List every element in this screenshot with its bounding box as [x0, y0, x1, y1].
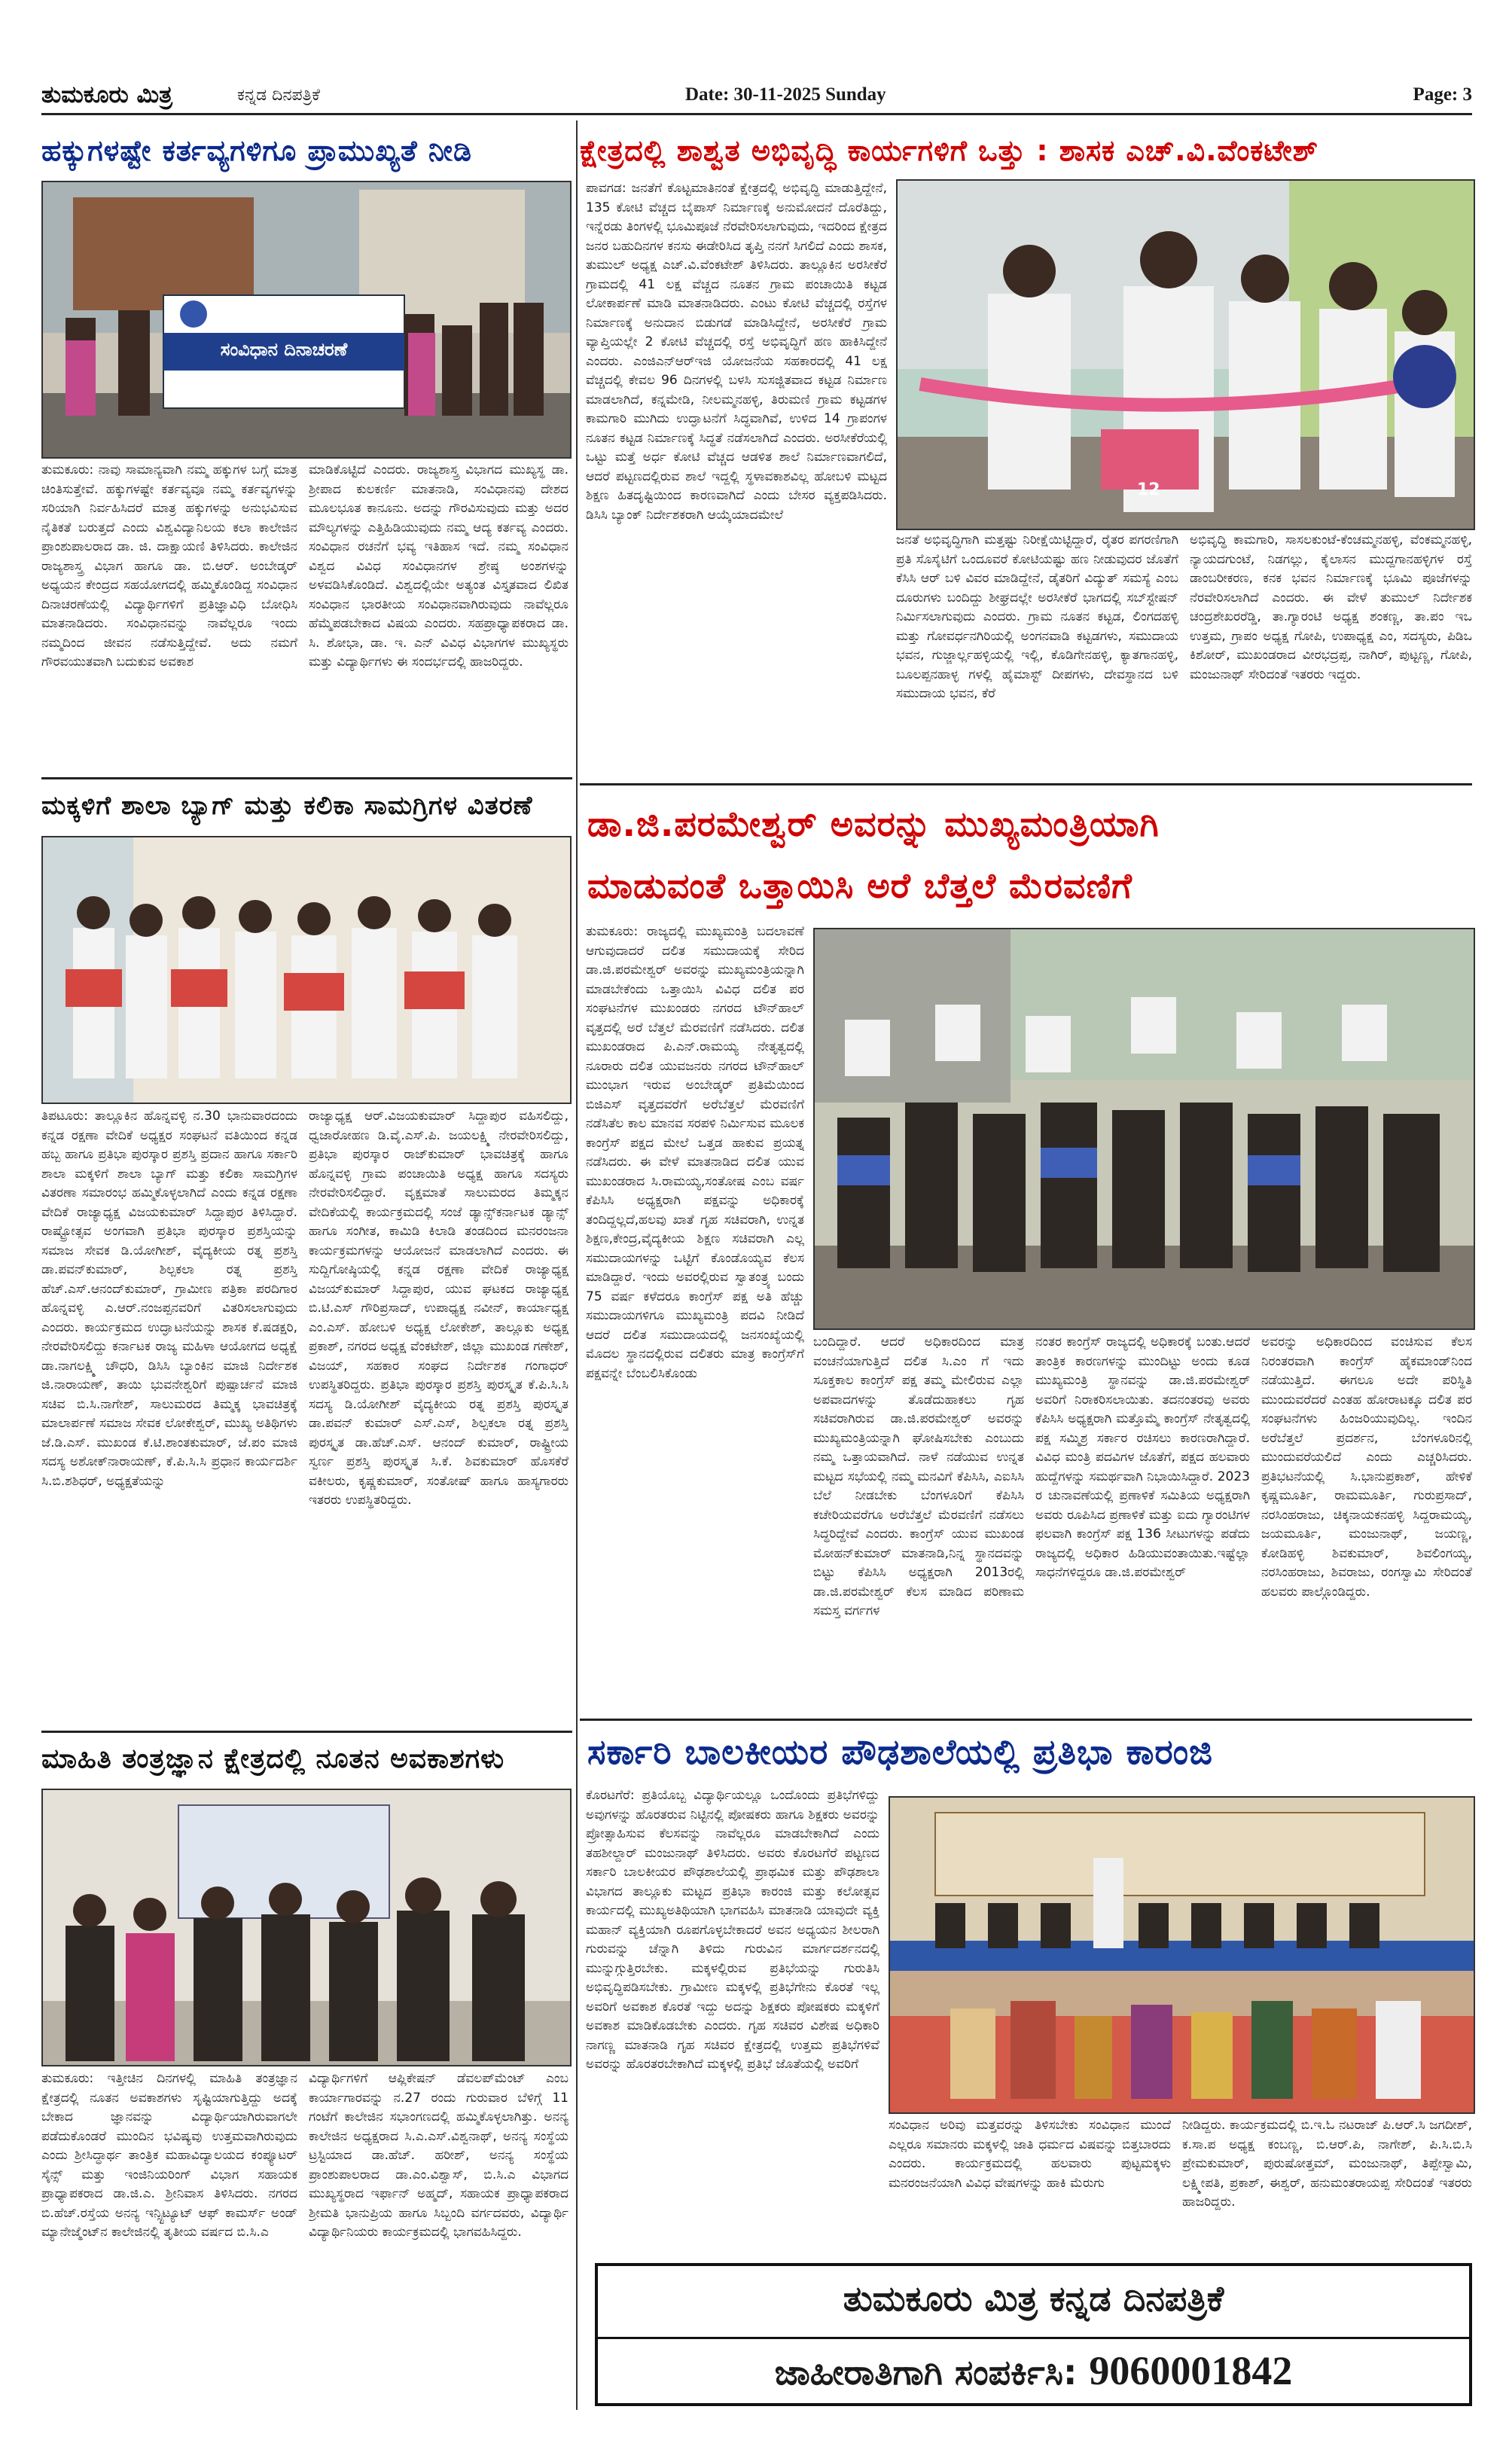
advert-title: ತುಮಕೂರು ಮಿತ್ರ ಕನ್ನಡ ದಿನಪತ್ರಿಕೆ [843, 2278, 1224, 2319]
constitution-day-banner: ಸಂವಿಧಾನ ದಿನಾಚರಣೆ [220, 339, 348, 360]
rights-col1: ತುಮಕೂರು: ನಾವು ಸಾಮಾನ್ಯವಾಗಿ ನಮ್ಮ ಹಕ್ಕುಗಳ ಬಗ್ಗೆ ಮಾತ್ರ ಚಿಂತಿಸುತ್ತೇವೆ. ಹಕ್ಕುಗಳಷ್ಟೇ ಕರ್ತವ್ಯವೂ ನಮ್ಮ ಕರ್ತವ್ಯಗಳನ್ನು ಸರಿಯಾಗಿ ನಿರ್ವಹಿಸಿದರೆ ಮಾತ್ರ ಹಕ್ಕುಗಳನ್ನು ಅನುಭವಿಸುವ ನೈತಿಕತೆ ಬರುತ್ತದೆ ಎಂದು ವಿಶ್ವವಿದ್ಯಾನಿಲಯ ಕಲಾ ಕಾಲೇಜಿನ ಪ್ರಾಂಶುಪಾಲರಾದ ಡಾ. ಜಿ. ದಾಕ್ಷಾಯಣಿ ತಿಳಿಸಿದರು. ಕಾಲೇಜಿನ ರಾಜ್ಯಶಾಸ್ತ್ರ ವಿಭಾಗ ಹಾಗೂ ಡಾ. ಬಿ.ಆರ್. ಅಂಬೇಡ್ಕರ್ ಅಧ್ಯಯನ ಕೇಂದ್ರದ ಸಹಯೋಗದಲ್ಲಿ ಹಮ್ಮಿಕೊಂಡಿದ್ದ ಸಂವಿಧಾನ ದಿನಾಚರಣೆಯಲ್ಲಿ ವಿದ್ಯಾರ್ಥಿಗಳಿಗೆ ಪ್ರತಿಜ್ಞಾವಿಧಿ ಬೋಧಿಸಿ ಮಾತನಾಡಿದರು. ಸಂವಿಧಾನವನ್ನು ನಾವೆಲ್ಲರೂ ಇಂದು ನಮ್ಮದಿಂದ ಜೀವನ ನಡೆಸುತ್ತಿದ್ದೇವೆ. ಅದು ನಮಗೆ ಗೌರವಯುತವಾಗಿ ಬದುಕುವ ಅವಕಾಶ [41, 462, 297, 669]
masthead-rule [41, 113, 1472, 115]
school-bag-col2: ರಾಜ್ಯಾಧ್ಯಕ್ಷ ಆರ್.ವಿಜಯಕುಮಾರ್ ಸಿದ್ದಾಪುರ ವಹಿಸಲಿದ್ದು, ಧ್ವಜಾರೋಹಣ ಡಿ.ವೈ.ಎಸ್.ಪಿ. ಜಯಲಕ್ಷ್ಮಿ ನೇರವೇರಿಸಲಿದ್ದು, ಪ್ರತಿಭಾ ಪುರಸ್ಕಾರ ರಾಜ್‌ಕುಮಾರ್ ಭಾವಚಿತ್ರಕ್ಕೆ ಹಾಗೂ ಹೊನ್ನವಳ್ಳಿ ಗ್ರಾಮ ಪಂಚಾಯಿತಿ ಅಧ್ಯಕ್ಷ ಹಾಗೂ ಸದಸ್ಯರು ನೇರವೇರಿಸಲಿದ್ದಾರೆ. ವೃಕ್ಷಮಾತೆ ಸಾಲುಮರದ ತಿಮ್ಮಕ್ಕನ ವೇದಿಕೆಯಲ್ಲಿ ಕಾರ್ಯಕ್ರಮದಲ್ಲಿ ಸಂಜೆ ಡ್ಯಾನ್ಸ್‌ಕರ್ನಾಟಕ ಡ್ಯಾನ್ಸ್ ಹಾಗೂ ಸಂಗೀತ, ಕಾಮಿಡಿ ಕಿಲಾಡಿ ತಂಡದಿಂದ ಮನರಂಜನಾ ಕಾರ್ಯಕ್ರಮಗಳನ್ನು ಆಯೋಜನೆ ಮಾಡಲಾಗಿದೆ ಎಂದರು. ಈ ಸುದ್ದಿಗೋಷ್ಠಿಯಲ್ಲಿ ಕನ್ನಡ ರಕ್ಷಣಾ ವೇದಿಕೆ ರಾಜ್ಯಾಧ್ಯಕ್ಷ ವಿಜಯ್‌ಕುಮಾರ್ ಸಿದ್ದಾಪುರ, ಯುವ ಘಟಕದ ರಾಜ್ಯಾಧ್ಯಕ್ಷ ಬಿ.ಟಿ.ಎಸ್ ಗೌರಿಪ್ರಸಾದ್, ಉಪಾಧ್ಯಕ್ಷ ನವೀನ್, ಕಾರ್ಯಾಧ್ಯಕ್ಷ ಎಂ.ಎಸ್. ಹೋಬಳಿ ಅಧ್ಯಕ್ಷ ಲೋಕೇಶ್, ತಾಲ್ಲೂಕು ಅಧ್ಯಕ್ಷ ಪ್ರಕಾಶ್, ನಗರದ ಅಧ್ಯಕ್ಷ ವೆಂಕಟೇಶ್, ಜಿಲ್ಲಾ ಮುಖಂಡ ಗಣೇಶ್, ವಿಜಯ್, ಸಹಕಾರ ಸಂಘದ ನಿರ್ದೇಶಕ ಗಂಗಾಧರ್ ಉಪಸ್ಥಿತರಿದ್ದರು. ಪ್ರತಿಭಾ ಪುರಸ್ಕಾರ ಪ್ರಶಸ್ತಿ ಪುರಸ್ಕೃತ ಕೆ.ಪಿ.ಸಿ.ಸಿ ಸದಸ್ಯ ಡಿ.ಯೋಗೀಶ್ ವೈದ್ಯಕೀಯ ರತ್ನ ಪ್ರಶಸ್ತಿ ಪುರಸ್ಕೃತ ಡಾ.ಪವನ್ ಕುಮಾರ್ ಎಸ್.ಎಸ್, ಶಿಲ್ಪಕಲಾ ರತ್ನ ಪ್ರಶಸ್ತಿ ಪುರಸ್ಕೃತ ಡಾ.ಹೆಚ್.ಎಸ್. ಆನಂದ್ ಕುಮಾರ್, ರಾಷ್ಟ್ರೀಯ ಸ್ವರ್ಣ ಪ್ರಶಸ್ತಿ ಪುರಸ್ಕೃತ ಸಿ.ಕೆ. ಶಿವಕುಮಾರ್ ಹೊಸಕೆರೆ ವಕೀಲರು, ಕೃಷ್ಣಕುಮಾರ್, ಸಂತೋಷ್ ಹಾಗೂ ಹಾಸ್ಯಗಾರರು ಇತರರು ಉಪಸ್ಥಿತರಿದ್ದರು. [309, 1109, 569, 1508]
development-col3: ಅಭಿವೃದ್ಧಿ ಕಾಮಗಾರಿ, ಸಾಸಲಕುಂಟೆ-ಕೆಂಚಮ್ಮನಹಳ್ಳಿ, ವೆಂಕಮ್ಮನಹಳ್ಳಿ, ನ್ಯಾಯದಗುಂಟೆ, ನಿಡಗಲ್ಲು, ಕೈಲಾಸನ ಮುದ್ದಗಾನಹಳ್ಳಿಗಳ ರಸ್ತೆ ಡಾಂಬರೀಕರಣ, ಕನಕ ಭವನ ನಿರ್ಮಾಣಕ್ಕೆ ಭೂಮಿ ಪೂಜೆಗಳನ್ನು ನೆರವೇರಿಸಲಾಗಿದೆ ಎಂದರು. ಈ ವೇಳೆ ತುಮುಲ್ ನಿರ್ದೇಶಕ ಚಂದ್ರಶೇಖರರೆಡ್ಡಿ, ತಾ.ಗ್ಯಾರಂಟಿ ಅಧ್ಯಕ್ಷ ಶಂಕಣ್ಣ, ತಾ.ಪಂ ಇಒ ಉತ್ತಮ, ಗ್ರಾಪಂ ಅಧ್ಯಕ್ಷ ಗೋಪಿ, ಉಪಾಧ್ಯಕ್ಷ ಎಂ, ಸದಸ್ಯರು, ಪಿಡಿಒ ಕಿಶೋರ್, ಮುಖಂಡರಾದ ವೀರಭದ್ರಪ್ಪ, ನಾಗಿರ್, ಪುಟ್ಟಣ್ಣ, ಗೋಪಿ, ಮಂಜುನಾಥ್ ಸೇರಿದಂತೆ ಇತರರು ಇದ್ದರು. [1190, 532, 1472, 682]
development-col2: ಜನತೆ ಅಭಿವೃದ್ಧಿಗಾಗಿ ಮತ್ತಷ್ಟು ನಿರೀಕ್ಷೆಯಿಟ್ಟಿದ್ದಾರೆ, ರೈತರ ಪಗರಣಿಗಾಗಿ ಪ್ರತಿ ಸೊಸೈಟಿಗೆ ಒಂದೂವರೆ ಕೋಟಿಯಷ್ಟು ಹಣ ನೀಡುವುದರ ಜೊತೆಗೆ ಕೆಸಿಸಿ ಆರ್ ಬಳಿ ವಿವರ ಮಾಡಿದ್ದೇನೆ, ಡೈತರಿಗೆ ವಿದ್ಯುತ್ ಸಮಸ್ಯೆ ಎಂಬ ದೂರುಗಳು ಬಂದಿದ್ದು ಶೀಘ್ರದಲ್ಲೇ ಅರಸೀಕೆರೆ ಭಾಗದಲ್ಲಿ ಸಬ್‌ಸ್ಟೇಷನ್ ನಿರ್ಮಿಸಲಾಗುವುದು ಎಂದರು. ಗ್ರಾಮ ನೂತನ ಕಟ್ಟಡ, ಲಿಂಗದಹಳ್ಳಿ ಮತ್ತು ಗೋವರ್ಧನಗಿರಿಯಲ್ಲಿ ಅಂಗನವಾಡಿ ಕಟ್ಟಡಗಳು, ಸಮುದಾಯ ಭವನ, ಗುಜ್ಜಾರ್ಲ್ಲಹಳ್ಳಿಯಲ್ಲಿ ಇಲ್ಲಿ, ಕೊಡಿಗೇನಹಳ್ಳಿ, ಕ್ಯಾತಗಾನಹಳ್ಳಿ, ಬೂಲಪ್ಪನಹಾಳ್ಳ ಗಳಲ್ಲಿ ಹೈಮಾಸ್ಟ್ ದೀಪಗಳು, ದೇವಸ್ಥಾನದ ಬಳಿ ಸಮುದಾಯ ಭವನ, ಕೆರೆ [896, 532, 1178, 701]
advert-box [595, 2263, 1472, 2406]
paramesh-headline-line2: ಮಾಡುವಂತೆ ಒತ್ತಾಯಿಸಿ ಅರೆ ಬೆತ್ತಲೆ ಮೆರವಣಿಗೆ [587, 865, 1132, 906]
paramesh-photo [813, 928, 1475, 1330]
advert-contact-label: ಜಾಹೀರಾತಿಗಾಗಿ ಸಂಪರ್ಕಿಸಿ: [774, 2352, 1078, 2393]
rights-headline: ಹಕ್ಕುಗಳಷ್ಟೇ ಕರ್ತವ್ಯಗಳಿಗೂ ಪ್ರಾಮುಖ್ಯತೆ ನೀಡಿ [41, 134, 472, 167]
school-bag-headline: ಮಕ್ಕಳಿಗೆ ಶಾಲಾ ಬ್ಯಾಗ್ ಮತ್ತು ಕಲಿಕಾ ಸಾಮಗ್ರಿಗಳ ವಿತರಣೆ [41, 791, 533, 821]
paramesh-col-left: ತುಮಕೂರು: ರಾಜ್ಯದಲ್ಲಿ ಮುಖ್ಯಮಂತ್ರಿ ಬದಲಾವಣೆ ಆಗುವುದಾದರೆ ದಲಿತ ಸಮುದಾಯಕ್ಕೆ ಸೇರಿದ ಡಾ.ಜಿ.ಪರಮೇಶ್ವರ್ ಅವರನ್ನು ಮುಖ್ಯಮಂತ್ರಿಯನ್ನಾಗಿ ಮಾಡಬೇಕೆಂದು ಒತ್ತಾಯಿಸಿ ವಿವಿಧ ದಲಿತ ಪರ ಸಂಘಟನೆಗಳ ಮುಖಂಡರು ನಗರದ ಟೌನ್‌ಹಾಲ್ ವೃತ್ತದಲ್ಲಿ ಅರೆ ಬೆತ್ತಲೆ ಮೆರವಣಿಗೆ ನಡೆಸಿದರು. ದಲಿತ ಮುಖಂಡರಾದ ಪಿ.ಎನ್.ರಾಮಯ್ಯ ನೇತೃತ್ವದಲ್ಲಿ ನೂರಾರು ದಲಿತ ಯುವಜನರು ನಗರದ ಟೌನ್‌ಹಾಲ್ ಮುಂಭಾಗ ಇರುವ ಅಂಬೇಡ್ಕರ್ ಪ್ರತಿಮೆಯಿಂದ ಬಿಜಿಎಸ್ ವೃತ್ತದವರೆಗೆ ಅರೆಬೆತ್ತಲೆ ಮೆರವಣಿಗೆ ನಡೆಸಿತೆಲ ಕಾಲ ಮಾನವ ಸರಪಳಿ ನಿರ್ಮಿಸುವ ಮೂಲಕ ಕಾಂಗ್ರೆಸ್ ಪಕ್ಷದ ಮೇಲೆ ಒತ್ತಡ ಹಾಕುವ ಪ್ರಯತ್ನ ನಡೆಸಿದರು. ಈ ವೇಳೆ ಮಾತನಾಡಿದ ದಲಿತ ಯುವ ಮುಖಂಡರಾದ ಸಿ.ರಾಮಯ್ಯ,ಸಂತೋಷ ಎಂಬ ವರ್ಷ ಕೆಪಿಸಿಸಿ ಅಧ್ಯಕ್ಷರಾಗಿ ಪಕ್ಷವನ್ನು ಅಧಿಕಾರಕ್ಕೆ ತಂದಿದ್ದಲ್ಲದೆ,ಹಲವು ಖಾತೆ ಗೃಹ ಸಚಿವರಾಗಿ, ಉನ್ನತ ಶಿಕ್ಷಣ,ಕೇಂದ್ರ,ವೈದ್ಯಕೀಯ ಶಿಕ್ಷಣ ಸಚಿವರಾಗಿ ಎಲ್ಲ ಸಮುದಾಯಗಳನ್ನು ಒಟ್ಟಿಗೆ ಕೊಂಡೊಯ್ಯವ ಕೆಲಸ ಮಾಡಿದ್ದಾರೆ. ಇಂದು ಅವರಲ್ಲಿರುವ ಸ್ವಾತಂತ್ರ್ಯ ಬಂದು 75 ವರ್ಷ ಕಳೆದರೂ ಕಾಂಗ್ರೆಸ್ ಪಕ್ಷ ಅತಿ ಹೆಚ್ಚು ಸಮುದಾಯಗಳಿಗೂ ಮುಖ್ಯಮಂತ್ರಿ ಪದವಿ ನೀಡಿದೆ ಆದರೆ ದಲಿತ ಸಮುದಾಯದಲ್ಲಿ ಜನಸಂಖ್ಯೆಯಲ್ಲಿ ಮೊದಲ ಸ್ಥಾನದಲ್ಲಿರುವ ದಲಿತರು ಮಾತ್ರ ಕಾಂಗ್ರೆಸ್‌ಗೆ ಪಕ್ಷವನ್ನೇ ಬೆಂಬಲಿಸಿಕೊಂಡು [586, 924, 804, 1381]
talent-show-scene [890, 1798, 1474, 2112]
advert-divider [598, 2337, 1469, 2339]
section-rule-right-2 [580, 1719, 1472, 1721]
paramesh-headline-line1: ಡಾ.ಜಿ.ಪರಮೇಶ್ವರ್ ಅವರನ್ನು ಮುಖ್ಯಮಂತ್ರಿಯಾಗಿ [587, 804, 1160, 844]
talent-headline: ಸರ್ಕಾರಿ ಬಾಲಕೀಯರ ಪೌಢಶಾಲೆಯಲ್ಲಿ ಪ್ರತಿಭಾ ಕಾರಂಜಿ [587, 1731, 1214, 1772]
inauguration-scene [898, 181, 1474, 529]
section-rule-left-2 [41, 1731, 572, 1733]
school-bag-photo [41, 836, 572, 1104]
press-meet-scene [43, 837, 570, 1103]
it-photo [41, 1789, 572, 2066]
development-photo [896, 179, 1475, 530]
advert-phone: 9060001842 [1089, 2348, 1293, 2393]
it-headline: ಮಾಹಿತಿ ತಂತ್ರಜ್ಞಾನ ಕ್ಷೇತ್ರದಲ್ಲಿ ನೂತನ ಅವಕಾಶಗಳು [41, 1743, 505, 1774]
rights-col2: ಮಾಡಿಕೊಟ್ಟಿದೆ ಎಂದರು. ರಾಜ್ಯಶಾಸ್ತ್ರ ವಿಭಾಗದ ಮುಖ್ಯಸ್ಥ ಡಾ. ಶ್ರೀಪಾದ ಕುಲಕರ್ಣಿ ಮಾತನಾಡಿ, ಸಂವಿಧಾನವು ದೇಶದ ಮೂಲಭೂತ ಕಾನೂನು. ಅದನ್ನು ಗೌರವಿಸುವುದು ಮತ್ತು ಅದರ ಮೌಲ್ಯಗಳನ್ನು ಎತ್ತಿಹಿಡಿಯುವುದು ನಮ್ಮ ಆದ್ಯ ಕರ್ತವ್ಯ ಎಂದರು. ಸಂವಿಧಾನ ರಚನೆಗೆ ಭವ್ಯ ಇತಿಹಾಸ ಇದೆ. ನಮ್ಮ ಸಂವಿಧಾನ ವಿಶ್ವದ ವಿವಿಧ ಸಂವಿಧಾನಗಳ ಶ್ರೇಷ್ಠ ಅಂಶಗಳನ್ನು ಅಳವಡಿಸಿಕೊಂಡಿದೆ. ವಿಶ್ವದಲ್ಲಿಯೇ ಅತ್ಯಂತ ವಿಸ್ತೃತವಾದ ಲಿಖಿತ ಸಂವಿಧಾನ ಭಾರತೀಯ ಸಂವಿಧಾನವಾಗಿರುವುದು ನಾವೆಲ್ಲರೂ ಹೆಮ್ಮೆಪಡಬೇಕಾದ ವಿಷಯ ಎಂದರು. ಸಹಪ್ರಾಧ್ಯಾಪಕರಾದ ಡಾ. ಸಿ. ಶೋಭಾ, ಡಾ. ಇ. ಎನ್ ವಿವಿಧ ವಿಭಾಗಗಳ ಮುಖ್ಯಸ್ಥರು ಮತ್ತು ವಿದ್ಯಾರ್ಥಿಗಳು ಈ ಸಂದರ್ಭದಲ್ಲಿ ಹಾಜರಿದ್ದರು. [309, 462, 569, 669]
protest-march-scene [815, 929, 1474, 1328]
paramesh-col3: ನಂತರ ಕಾಂಗ್ರೆಸ್ ರಾಜ್ಯದಲ್ಲಿ ಅಧಿಕಾರಕ್ಕೆ ಬಂತು.ಆದರೆ ತಾಂತ್ರಿಕ ಕಾರಣಗಳನ್ನು ಮುಂದಿಟ್ಟು ಅಂದು ಕೂಡ ಮುಖ್ಯಮಂತ್ರಿ ಸ್ಥಾನವನ್ನು ಡಾ.ಜಿ.ಪರಮೇಶ್ವರ್ ಅವರಿಗೆ ನಿರಾಕರಿಸಲಾಯಿತು. ತದನಂತರವು ಅವರು ಕೆಪಿಸಿಸಿ ಅಧ್ಯಕ್ಷರಾಗಿ ಮತ್ತೊಮ್ಮೆ ಕಾಂಗ್ರೆಸ್ ನೇತೃತ್ವದಲ್ಲಿ ಪಕ್ಷ ಸಮ್ಮಿಶ್ರ ಸರ್ಕಾರ ರಚಿಸಲು ಕಾರಣರಾಗಿದ್ದಾರೆ. ವಿವಿಧ ಮಂತ್ರಿ ಪದವಿಗಳ ಜೊತೆಗೆ, ಪಕ್ಷದ ಹಲವಾರು ಹುದ್ದೆಗಳನ್ನು ಸಮರ್ಥವಾಗಿ ನಿಭಾಯಿಸಿದ್ದಾರೆ. 2023 ರ ಚುನಾವಣೆಯಲ್ಲಿ ಪ್ರಣಾಳಿಕೆ ಸಮಿತಿಯ ಅಧ್ಯಕ್ಷರಾಗಿ ಅವರು ರೂಪಿಸಿದ ಪ್ರಣಾಳಿಕೆ ಮತ್ತು ಐದು ಗ್ಯಾರಂಟಿಗಳ ಫಲವಾಗಿ ಕಾಂಗ್ರೆಸ್ ಪಕ್ಷ 136 ಸೀಟುಗಳನ್ನು ಪಡೆದು ರಾಜ್ಯದಲ್ಲಿ ಅಧಿಕಾರ ಹಿಡಿಯುವಂತಾಯಿತು.ಇಷ್ಟೆಲ್ಲಾ ಸಾಧನೆಗಳಿದ್ದರೂ ಡಾ.ಜಿ.ಪರಮೇಶ್ವರ್ [1035, 1334, 1250, 1580]
talent-photo [889, 1796, 1475, 2114]
development-headline: ಕ್ಷೇತ್ರದಲ್ಲಿ ಶಾಶ್ವತ ಅಭಿವೃದ್ಧಿ ಕಾರ್ಯಗಳಿಗೆ ಒತ್ತು : ಶಾಸಕ ಎಚ್.ವಿ.ವೆಂಕಟೇಶ್ [580, 134, 1318, 167]
it-col1: ತುಮಕೂರು: ಇತ್ತೀಚಿನ ದಿನಗಳಲ್ಲಿ ಮಾಹಿತಿ ತಂತ್ರಜ್ಞಾನ ಕ್ಷೇತ್ರದಲ್ಲಿ ನೂತನ ಅವಕಾಶಗಳು ಸೃಷ್ಟಿಯಾಗುತ್ತಿದ್ದು ಅದಕ್ಕೆ ಬೇಕಾದ ಜ್ಞಾನವನ್ನು ವಿದ್ಯಾರ್ಥಿಯಾಗಿರುವಾಗಲೇ ಪಡೆದುಕೊಂಡರೆ ಮುಂದಿನ ಭವಿಷ್ಯವು ಉತ್ತಮವಾಗಿರುವುದು ಎಂದು ಶ್ರೀಸಿದ್ಧಾರ್ಥ ತಾಂತ್ರಿಕ ಮಹಾವಿದ್ಯಾಲಯದ ಕಂಪ್ಯೂಟರ್ ಸೈನ್ಸ್ ಮತ್ತು ಇಂಜಿನಿಯರಿಂಗ್ ವಿಭಾಗ ಸಹಾಯಕ ಪ್ರಾಧ್ಯಾಪಕರಾದ ಡಾ.ಜಿ.ಎ. ಶ್ರೀನಿವಾಸ ತಿಳಿಸಿದರು. ನಗರದ ಬಿ.ಹೆಚ್.ರಸ್ತೆಯ ಅನನ್ಯ ಇನ್ಸ್ಟಿಟ್ಯೂಟ್ ಆಫ್ ಕಾಮರ್ಸ್ ಅಂಡ್ ಮ್ಯಾನೇಜ್ಮೆಂಟ್‌ನ ಕಾಲೇಜಿನಲ್ಲಿ ತೃತೀಯ ವರ್ಷದ ಬಿ.ಸಿ.ಎ [41, 2071, 297, 2240]
issue-date: Date: 30-11-2025 Sunday [685, 84, 886, 105]
section-rule-right-1 [580, 783, 1472, 785]
newspaper-tagline: ಕನ್ನಡ ದಿನಪತ್ರಿಕೆ [237, 86, 321, 105]
paramesh-col4: ಅವರನ್ನು ಅಧಿಕಾರದಿಂದ ವಂಚಿಸುವ ಕೆಲಸ ನಿರಂತರವಾಗಿ ಕಾಂಗ್ರೆಸ್ ಹೈಕಮಾಂಡ್‌ನಿಂದ ನಡೆಯುತ್ತಿದೆ. ಈಗಲೂ ಅದೇ ಪರಿಸ್ಥಿತಿ ಮುಂದುವರೆದರೆ ಎಂತಹ ಹೋರಾಟಕ್ಕೂ ದಲಿತ ಪರ ಸಂಘಟನೆಗಳು ಹಿಂಜರಿಯುವುದಿಲ್ಲ. ಇಂದಿನ ಅರೆಬೆತ್ತಲೆ ಪ್ರದರ್ಶನ, ಬೆಂಗಳೂರಿನಲ್ಲಿ ಮುಂದುವರೆಯಲಿದೆ ಎಂದು ಎಚ್ಚರಿಸಿದರು. ಪ್ರತಿಭಟನೆಯಲ್ಲಿ ಸಿ.ಭಾನುಪ್ರಕಾಶ್, ಹೇಳಿಕೆ ಕೃಷ್ಣಮೂರ್ತಿ, ರಾಮಮೂರ್ತಿ, ಗುರುಪ್ರಸಾದ್, ನರಸಿಂಹರಾಜು, ಚಿಕ್ಕನಾಯಕನಹಳ್ಳಿ ಸಿದ್ದರಾಮಯ್ಯ, ಜಯಮೂರ್ತಿ, ಮಂಜುನಾಥ್, ಜಯಣ್ಣ, ಕೋಡಿಹಳ್ಳಿ ಶಿವಕುಮಾರ್, ಶಿವಲಿಂಗಯ್ಯ, ನರಸಿಂಹರಾಜು, ಶಿವರಾಜು, ರಂಗಸ್ವಾಮಿ ಸೇರಿದಂತೆ ಹಲವರು ಪಾಲ್ಗೊಂಡಿದ್ದರು. [1261, 1334, 1472, 1600]
plate-number: 12 [1137, 480, 1160, 499]
newspaper-logo: ತುಮಕೂರು ಮಿತ್ರ [41, 81, 172, 108]
rights-photo [41, 181, 572, 459]
it-col2: ವಿದ್ಯಾರ್ಥಿಗಳಿಗೆ ಆಪ್ಲಿಕೇಷನ್ ಡೆವಲಪ್‌ಮೆಂಟ್ ಎಂಬ ಕಾರ್ಯಾಗಾರವನ್ನು ನ.27 ರಂದು ಗುರುವಾರ ಬೆಳಿಗ್ಗೆ 11 ಗಂಟೆಗೆ ಕಾಲೇಜಿನ ಸಭಾಂಗಣದಲ್ಲಿ ಹಮ್ಮಿಕೊಳ್ಳಲಾಗಿತ್ತು. ಅನನ್ಯ ಕಾಲೇಜಿನ ಅಧ್ಯಕ್ಷರಾದ ಸಿ.ಎ.ಎಸ್.ವಿಶ್ವನಾಥ್, ಅನನ್ಯ ಸಂಸ್ಥೆಯ ಟ್ರಸ್ಟಿಯಾದ ಡಾ.ಹೆಚ್. ಹರೀಶ್, ಅನನ್ಯ ಸಂಸ್ಥೆಯ ಪ್ರಾಂಶುಪಾಲರಾದ ಡಾ.ಎಂ.ವಿಶ್ವಾಸ್, ಬಿ.ಸಿ.ಎ ವಿಭಾಗದ ಮುಖ್ಯಸ್ಥರಾದ ಇರ್ಫಾನ್ ಅಹ್ಮದ್, ಸಹಾಯಕ ಪ್ರಾಧ್ಯಾಪಕರಾದ ಶ್ರೀಮತಿ ಭಾನುಪ್ರಿಯ ಹಾಗೂ ಸಿಬ್ಬಂದಿ ವರ್ಗದವರು, ವಿದ್ಯಾರ್ಥಿ ವಿದ್ಯಾರ್ಥಿನಿಯರು ಕಾರ್ಯಕ್ರಮದಲ್ಲಿ ಭಾಗವಹಿಸಿದ್ದರು. [309, 2071, 569, 2240]
advert-contact [598, 2347, 1469, 2394]
school-bag-col1: ತಿಪಟೂರು: ತಾಲ್ಲೂಕಿನ ಹೊನ್ನವಳ್ಳಿ ನ.30 ಭಾನುವಾರದಂದು ಕನ್ನಡ ರಕ್ಷಣಾ ವೇದಿಕೆ ಅಧ್ಯಕ್ಷರ ಸಂಘಟನೆ ವತಿಯಿಂದ ಕನ್ನಡ ಹಬ್ಬ ಹಾಗೂ ಪ್ರತಿಭಾ ಪುರಸ್ಕಾರ ಪ್ರಶಸ್ತಿ ಪ್ರದಾನ ಹಾಗೂ ಸರ್ಕಾರಿ ಶಾಲಾ ಮಕ್ಕಳಿಗೆ ಶಾಲಾ ಬ್ಯಾಗ್ ಮತ್ತು ಕಲಿಕಾ ಸಾಮಗ್ರಿಗಳ ವಿತರಣಾ ಸಮಾರಂಭ ಹಮ್ಮಿಕೊಳ್ಳಲಾಗಿದೆ ಎಂದು ಕನ್ನಡ ರಕ್ಷಣಾ ವೇದಿಕೆ ರಾಜ್ಯಾಧ್ಯಕ್ಷ ವಿಜಯಕುಮಾರ್ ಸಿದ್ದಾಪುರ ತಿಳಿಸಿದ್ದಾರೆ. ರಾಷ್ಟ್ರೋತ್ಸವ ಅಂಗವಾಗಿ ಪ್ರತಿಭಾ ಪುರಸ್ಕಾರ ಪ್ರಶಸ್ತಿಯನ್ನು ಸಮಾಜ ಸೇವಕ ಡಿ.ಯೋಗೀಶ್, ವೈದ್ಯಕೀಯ ರತ್ನ ಪ್ರಶಸ್ತಿ ಡಾ.ಪವನ್‌ಕುಮಾರ್, ಶಿಲ್ಪಕಲಾ ರತ್ನ ಪ್ರಶಸ್ತಿ ಹೆಚ್.ಎಸ್.ಆನಂದ್‌ಕುಮಾರ್, ಗ್ರಾಮೀಣ ಪತ್ರಿಕಾ ಪರದಿಗಾರ ಹೊನ್ನವಳ್ಳಿ ಎ.ಆರ್.ನಂಜಪ್ಪನವರಿಗೆ ವಿತರಿಸಲಾಗುವುದು ಎಂದರು. ಕಾರ್ಯಕ್ರಮದ ಉದ್ಘಾಟನೆಯನ್ನು ಶಾಸಕ ಕೆ.ಷಡಕ್ಷರಿ, ನೇರವೇರಿಸಲಿದ್ದು ಕರ್ನಾಟಕ ರಾಜ್ಯ ಮಹಿಳಾ ಆಯೋಗದ ಅಧ್ಯಕ್ಷೆ ಡಾ.ನಾಗಲಕ್ಷ್ಮಿ ಚೌಧರಿ, ಡಿಸಿಸಿ ಬ್ಯಾಂಕಿನ ಮಾಜಿ ನಿರ್ದೇಶಕ ಜಿ.ನಾರಾಯಣ್, ತಾಯಿ ಭುವನೇಶ್ವರಿಗೆ ಪುಷ್ಪಾರ್ಚನೆ ಮಾಜಿ ಸಚಿವ ಬಿ.ಸಿ.ನಾಗೇಶ್, ಸಾಲುಮರದ ತಿಮ್ಮಕ್ಕ ಭಾವಚಿತ್ರಕ್ಕೆ ಮಾಲಾರ್ಪಣೆ ಸಮಾಜ ಸೇವಕ ಲೋಕೇಶ್ವರ್, ಮುಖ್ಯ ಅತಿಥಿಗಳು ಜೆ.ಡಿ.ಎಸ್. ಮುಖಂಡ ಕೆ.ಟಿ.ಶಾಂತಕುಮಾರ್, ಜೆ.ಪಂ ಮಾಜಿ ಸದಸ್ಯ ಅಶೋಕ್‌ನಾರಾಯಣ್, ಕೆ.ಪಿ.ಸಿ.ಸಿ ಪ್ರಧಾನ ಕಾರ್ಯದರ್ಶಿ ಸಿ.ಬಿ.ಶಶಿಧರ್, ಅಧ್ಯಕ್ಷತೆಯನ್ನು [41, 1109, 297, 1489]
section-rule-left-1 [41, 777, 572, 779]
talent-col2: ಸಂವಿಧಾನ ಅರಿವು ಮತ್ತವರನ್ನು ತಿಳಿಸಬೇಕು ಸಂವಿಧಾನ ಮುಂದೆ ಎಲ್ಲರೂ ಸಮಾನರು ಮಕ್ಕಳಲ್ಲಿ ಜಾತಿ ಧರ್ಮದ ವಿಷವನ್ನು ಬಿತ್ತಬಾರದು ಎಂದರು. ಕಾರ್ಯಕ್ರಮದಲ್ಲಿ ಹಲವಾರು ಪುಟ್ಟಮಕ್ಕಳು ಮನರಂಜನೆಯಾಗಿ ವಿವಿಧ ವೇಷಗಳನ್ನು ಹಾಕಿ ಮೆರುಗು [889, 2118, 1171, 2191]
page-number: Page: 3 [1413, 84, 1472, 105]
development-col1: ಪಾವಗಡ: ಜನತೆಗೆ ಕೊಟ್ಟಮಾತಿನಂತೆ ಕ್ಷೇತ್ರದಲ್ಲಿ ಅಭಿವೃದ್ಧಿ ಮಾಡುತ್ತಿದ್ದೇನೆ, 135 ಕೋಟಿ ವೆಚ್ಚದ ಬೈಪಾಸ್ ನಿರ್ಮಾಣಕ್ಕೆ ಅನುಮೋದನೆ ದೊರೆತಿದ್ದು, ಇನ್ನೆರಡು ತಿಂಗಳಲ್ಲಿ ಭೂಮಿಪೂಜೆ ನೆರವೇರಿಸಲಾಗುವುದು, ಇದರಿಂದ ಕ್ಷೇತ್ರದ ಜನರ ಬಹುದಿನಗಳ ಕನಸು ಈಡೇರಿಸಿದ ತೃಪ್ತಿ ನನಗೆ ಸಿಗಲಿದೆ ಎಂದು ಶಾಸಕ, ತುಮುಲ್ ಅಧ್ಯಕ್ಷ ಎಚ್.ವಿ.ವೆಂಕಟೇಶ್ ತಿಳಿಸಿದರು. ತಾಲ್ಲೂಕಿನ ಅರಸೀಕೆರೆ ಗ್ರಾಮದಲ್ಲಿ 41 ಲಕ್ಷ ವೆಚ್ಚದ ನೂತನ ಗ್ರಾಮ ಪಂಚಾಯಿತಿ ಕಟ್ಟಡ ಲೋಕಾರ್ಪಣೆ ಮಾಡಿ ಮಾತನಾಡಿದರು. ಎಂಟು ಕೋಟಿ ವೆಚ್ಚದಲ್ಲಿ ರಸ್ತೆಗಳ ನಿರ್ಮಾಣಕ್ಕೆ ಅನುದಾನ ಬಿಡುಗಡೆ ಮಾಡಿಸಿದ್ದೇನೆ, ಅರಸೀಕೆರೆ ಗ್ರಾಮ ವ್ಯಾಪ್ತಿಯಲ್ಲೇ 2 ಕೋಟಿ ವೆಚ್ಚದಲ್ಲಿ ರಸ್ತೆ ಅಭಿವೃದ್ಧಿಗೆ ಹಣ ಹಾಕಿಸಿದ್ದೇನೆ ಎಂದರು. ಎಂಜಿಎನ್‌ಆರ್‌ಇಜಿ ಯೋಜನೆಯ ಸಹಕಾರದಲ್ಲಿ 41 ಲಕ್ಷ ವೆಚ್ಚದಲ್ಲಿ ಕೇವಲ 96 ದಿನಗಳಲ್ಲಿ ಬಳಸಿ ಸುಸಜ್ಜಿತವಾದ ಕಟ್ಟಡ ನಿರ್ಮಾಣ ಮಾಡಲಾಗಿದೆ, ಕನ್ನಮೇಡಿ, ನೀಲಮ್ಮನಹಳ್ಳಿ, ತಿರುಮಣಿ ಗ್ರಾಮ ಕಟ್ಟಡಗಳ ಕಾಮಗಾರಿ ಮುಗಿದು ಉದ್ಘಾಟನೆಗೆ ಸಿದ್ಧವಾಗಿವೆ, ಉಳಿದ 14 ಗ್ರಾಪಂಗಳ ನೂತನ ಕಟ್ಟಡ ನಿರ್ಮಾಣಕ್ಕೆ ಸಿದ್ಧತೆ ನಡೆಸಲಾಗಿದೆ ಎಂದರು. ಅರಸೀಕೆರೆಯಲ್ಲಿ ಒಟ್ಟು ಮತ್ತೆ ಅರ್ಧ ಕೋಟಿ ವೆಚ್ಚದ ಆಡಳಿತ ಶಾಲೆ ನಿರ್ಮಾಣವಾಗಲಿದೆ, ಆದರೆ ಪಟ್ಟಣದಲ್ಲಿರುವ ಶಾಲೆ ಇದ್ದಲ್ಲಿ ಸ್ಥಳಾವಕಾಶವಿಲ್ಲ ಹೋಬಳಿ ಮಟ್ಟದ ಶಿಕ್ಷಣ ಹಿತದೃಷ್ಟಿಯಿಂದ ಕಾರಣವಾಗಿದೆ ಎಂದು ಬೇಸರ ವ್ಯಕ್ತಪಡಿಸಿದರು. ಡಿಸಿಸಿ ಬ್ಯಾಂಕ್ ನಿರ್ದೇಶಕರಾಗಿ ಆಯ್ಕೆಯಾದಮೇಲೆ [586, 181, 887, 523]
column-divider-main [576, 120, 578, 2410]
constitution-day-scene [43, 182, 570, 457]
workshop-scene [43, 1790, 570, 2065]
talent-col3: ನೀಡಿದ್ದರು. ಕಾರ್ಯಕ್ರಮದಲ್ಲಿ ಬಿ.ಇ.ಓ ನಟರಾಜ್ ಪಿ.ಆರ್.ಸಿ ಜಗದೀಶ್, ಕ.ಸಾ.ಪ ಅಧ್ಯಕ್ಷ ಕಂಬಣ್ಣ, ಬಿ.ಆರ್.ಪಿ, ನಾಗೇಶ್, ಪಿ.ಸಿ.ಬಿ.ಸಿ ಪ್ರೇಮಕುಮಾರ್, ಪುರುಷೋತ್ತಮ್, ಮಂಜುನಾಥ್, ತಿಪ್ಪೇಸ್ವಾಮಿ, ಲಕ್ಷ್ಮೀಪತಿ, ಪ್ರಕಾಶ್, ಈಶ್ವರ್, ಹನುಮಂತರಾಯಪ್ಪ ಸೇರಿದಂತೆ ಇತರರು ಹಾಜರಿದ್ದರು. [1182, 2118, 1472, 2210]
paramesh-col2: ಬಂದಿದ್ದಾರೆ. ಆದರೆ ಅಧಿಕಾರದಿಂದ ಮಾತ್ರ ವಂಚನೆಯಾಗುತ್ತಿದೆ ದಲಿತ ಸಿ.ಎಂ ಗೆ ಇದು ಸೂಕ್ತಕಾಲ ಕಾಂಗ್ರೆಸ್ ಪಕ್ಷ ತಮ್ಮ ಮೇಲಿರುವ ಎಲ್ಲಾ ಅಪವಾದಗಳನ್ನು ತೊಡೆದುಹಾಕಲು ಗೃಹ ಸಚಿವರಾಗಿರುವ ಡಾ.ಜಿ.ಪರಮೇಶ್ವರ್ ಅವರನ್ನು ಮುಖ್ಯಮಂತ್ರಿಯನ್ನಾಗಿ ಘೋಷಿಸಬೇಕು ಎಂಬುದು ನಮ್ಮ ಒತ್ತಾಯವಾಗಿದೆ. ನಾಳೆ ನಡೆಯುವ ಉನ್ನತ ಮಟ್ಟದ ಸಭೆಯಲ್ಲಿ ನಮ್ಮ ಮನವಿಗೆ ಕೆಪಿಸಿಸಿ, ಎಐಸಿಸಿ ಬೆಲೆ ನೀಡಬೇಕು ಬೆಂಗಳೂರಿಗೆ ಕೆಪಿಸಿಸಿ ಕಚೇರಿಯವರೆಗೂ ಅರೆಬೆತ್ತಲೆ ಮೆರವಣಿಗೆ ನಡೆಸಲು ಸಿದ್ಧರಿದ್ದೇವೆ ಎಂದರು. ಕಾಂಗ್ರೆಸ್ ಯುವ ಮುಖಂಡ ಮೋಹನ್‌ಕುಮಾರ್ ಮಾತನಾಡಿ,ನಿನ್ನ ಸ್ಥಾನದವನ್ನು ಬಿಟ್ಟು ಕೆಪಿಸಿಸಿ ಅಧ್ಯಕ್ಷರಾಗಿ 2013ರಲ್ಲಿ ಡಾ.ಜಿ.ಪರಮೇಶ್ವರ್ ಕೆಲಸ ಮಾಡಿದ ಪರಿಣಾಮ ಸಮಸ್ತ ವರ್ಗಗಳ [813, 1334, 1024, 1618]
masthead [41, 81, 1472, 108]
talent-col1: ಕೊರಟಗೆರೆ: ಪ್ರತಿಯೊಬ್ಬ ವಿದ್ಯಾರ್ಥಿಯಲ್ಲೂ ಒಂದೊಂದು ಪ್ರತಿಭೆಗಳಿದ್ದು ಅವುಗಳನ್ನು ಹೊರತರುವ ನಿಟ್ಟಿನಲ್ಲಿ ಪೋಷಕರು ಹಾಗೂ ಶಿಕ್ಷಕರು ಅವರನ್ನು ಪ್ರೋತ್ಸಾಹಿಸುವ ಕೆಲಸವನ್ನು ನಾವೆಲ್ಲರೂ ಮಾಡಬೇಕಾಗಿದೆ ಎಂದು ತಹಶೀಲ್ದಾರ್ ಮಂಜುನಾಥ್ ತಿಳಿಸಿದರು. ಅವರು ಕೊರಟಗೆರೆ ಪಟ್ಟಣದ ಸರ್ಕಾರಿ ಬಾಲಕೀಯರ ಪೌಢಶಾಲೆಯಲ್ಲಿ ಪ್ರಾಥಮಿಕ ಮತ್ತು ಪೌಢಶಾಲಾ ವಿಭಾಗದ ತಾಲ್ಲೂಕು ಮಟ್ಟದ ಪ್ರತಿಭಾ ಕಾರಂಜಿ ಮತ್ತು ಕಲೋತ್ಸವ ಕಾರ್ಯದಲ್ಲಿ ಮುಖ್ಯಅತಿಥಿಯಾಗಿ ಭಾಗವಹಿಸಿ ಮಾತನಾಡಿ ಯಾವುದೇ ವ್ಯಕ್ತಿ ಮಹಾನ್ ವ್ಯಕ್ತಿಯಾಗಿ ರೂಪಗೊಳ್ಳಬೇಕಾದರೆ ಅವನ ಅಧ್ಯಯನ ಶೀಲರಾಗಿ ಗುರುವನ್ನು ಚೆನ್ನಾಗಿ ತಿಳಿದು ಗುರುವಿನ ಮಾರ್ಗದರ್ಶನದಲ್ಲಿ ಮುನ್ನುಗ್ಗುತ್ತಿರಬೇಕು. ಮಕ್ಕಳಲ್ಲಿರುವ ಪ್ರತಿಭೆಯನ್ನು ಗುರುತಿಸಿ ಅಭಿವೃದ್ಧಿಪಡಿಸಬೇಕು. ಗ್ರಾಮೀಣ ಮಕ್ಕಳಲ್ಲಿ ಪ್ರತಿಭೆಗೇನು ಕೊರತೆ ಇಲ್ಲ ಅವರಿಗೆ ಅವಕಾಶ ಕೊರತೆ ಇದ್ದು ಅದನ್ನು ಶಿಕ್ಷಕರು ಪೋಷಕರು ಮಕ್ಕಳಿಗೆ ಅವಕಾಶ ಮಾಡಿಕೊಡಬೇಕು ಎಂದರು. ಗೃಹ ಸಚಿವರ ವಿಶೇಷ ಅಧಿಕಾರಿ ನಾಗಣ್ಣ ಮಾತನಾಡಿ ಗೃಹ ಸಚಿವರ ಕ್ಷೇತ್ರದಲ್ಲಿ ಉತ್ತಮ ಪ್ರತಿಭೆಗಳಿವೆ ಅವರನ್ನು ಹೊರತರಬೇಕಾಗಿದೆ ಮಕ್ಕಳಲ್ಲಿ ಪ್ರತಿಭೆ ಜೊತೆಯಲ್ಲಿ ಅವರಿಗೆ [586, 1788, 879, 2072]
